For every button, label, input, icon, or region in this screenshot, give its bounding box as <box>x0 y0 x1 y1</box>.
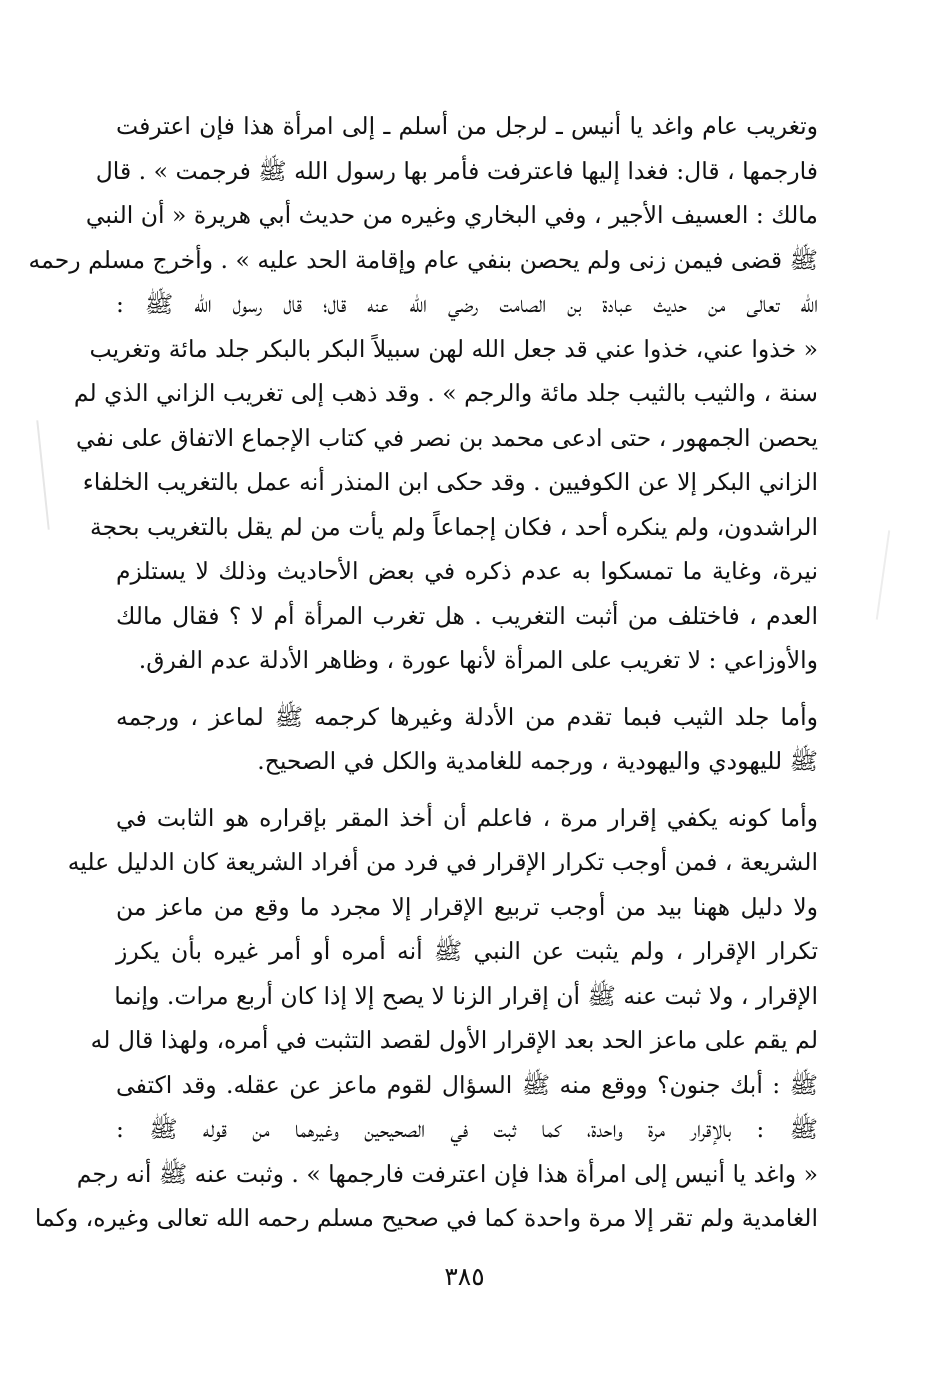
text-line: تكرار الإقرار ، ولم يثبت عن النبي ﷺ أنه أمره أو أمر غيره بأن يكرز <box>116 937 818 965</box>
text-line: فارجمها ، قال: فغدا إليها فاعترفت فأمر بها رسول الله ﷺ فرجمت » . قال <box>95 156 818 185</box>
text-line: الإقرار ، ولا ثبت عنه ﷺ أن إقرار الزنا لا يصح إلا إذا كان أربع مرات. وإنما <box>114 981 818 1010</box>
text-line: مالك : العسيف الأجير ، وفي البخاري وغيره من حديث أبي هريرة « أن النبي <box>85 201 818 229</box>
paragraph-first-line: وأما جلد الثيب فبما تقدم من الأدلة وغيرها كرجمه ﷺ لماعز ، ورجمه <box>116 702 818 731</box>
text-line: الزاني البكر إلا عن الكوفيين . وقد حكى ابن المنذر أنه عمل بالتغريب الخلفاء <box>82 468 818 496</box>
text-line: لم يقم على ماعز الحد بعد الإقرار الأول لقصد التثبت في أمره، ولهذا قال له <box>90 1026 818 1054</box>
text-line: « واغد يا أنيس إلى امرأة هذا فإن اعترفت فارجمها » . وثبت عنه ﷺ أنه رجم <box>76 1159 818 1188</box>
text-line: ﷺ : بالإقرار مرة واحدة، كما ثبت في الصحيحين وغيرهما من قوله ﷺ : <box>116 1115 818 1143</box>
text-line: وتغريب عام واغد يا أنيس ـ لرجل من أسلم ـ إلى امرأة هذا فإن اعترفت <box>116 112 818 140</box>
text-line: العدم ، فاختلف من أثبت التغريب . هل تغرب المرأة أم لا ؟ فقال مالك <box>116 601 818 630</box>
text-line: سنة ، والثيب بالثيب جلد مائة والرجم » . وقد ذهب إلى تغريب الزاني الذي لم <box>73 379 818 407</box>
paragraph-first-line: وأما كونه يكفي إقرار مرة ، فاعلم أن أخذ المقر بإقراره هو الثابت في <box>116 803 818 832</box>
paragraph-last-line: ﷺ لليهودي واليهودية ، ورجمه للغامدية والكل في الصحيح. <box>257 747 818 775</box>
text-line: نيرة، وغاية ما تمسكوا به عدم ذكره في بعض الأحاديث وذلك لا يستلزم <box>116 557 818 585</box>
text-line: الغامدية ولم تقر إلا مرة واحدة كما في صحيح مسلم رحمه الله تعالى وغيره، وكما <box>34 1204 818 1232</box>
text-line: ﷺ قضى فيمن زنى ولم يحصن بنفي عام وإقامة الحد عليه » . وأخرج مسلم رحمه <box>28 245 818 274</box>
page-number: ٣٨٥ <box>444 1262 485 1291</box>
paragraph-last-line: والأوزاعي : لا تغريب على المرأة لأنها عورة ، وظاهر الأدلة عدم الفرق. <box>138 646 818 674</box>
text-line: يحصن الجمهور ، حتى ادعى محمد بن نصر في كتاب الإجماع الاتفاق على نفي <box>75 423 818 452</box>
text-line: الله تعالى من حديث عبادة بن الصامت رضي الله عنه قال؛ قال رسول الله ﷺ : <box>116 290 818 318</box>
text-line: الراشدون، ولم ينكره أحد ، فكان إجماعاً ولم يأت من لم يقل بالتغريب بحجة <box>90 512 818 541</box>
text-line: « خذوا عني، خذوا عني قد جعل الله لهن سبيلاً البكر بالبكر جلد مائة وتغريب <box>89 334 818 363</box>
body-text <box>28 104 818 1241</box>
text-line: ﷺ : أبك جنون؟ ووقع منه ﷺ السؤال لقوم ماعز عن عقله. وقد اكتفى <box>116 1070 818 1099</box>
text-line: الشريعة ، فمن أوجب تكرار الإقرار في فرد من أفراد الشريعة كان الدليل عليه <box>67 848 818 876</box>
text-line: ولا دليل ههنا بيد من أوجب تربيع الإقرار إلا مجرد ما وقع من ماعز من <box>116 892 818 921</box>
scan-artifact <box>876 530 891 619</box>
scan-artifact <box>36 420 49 530</box>
